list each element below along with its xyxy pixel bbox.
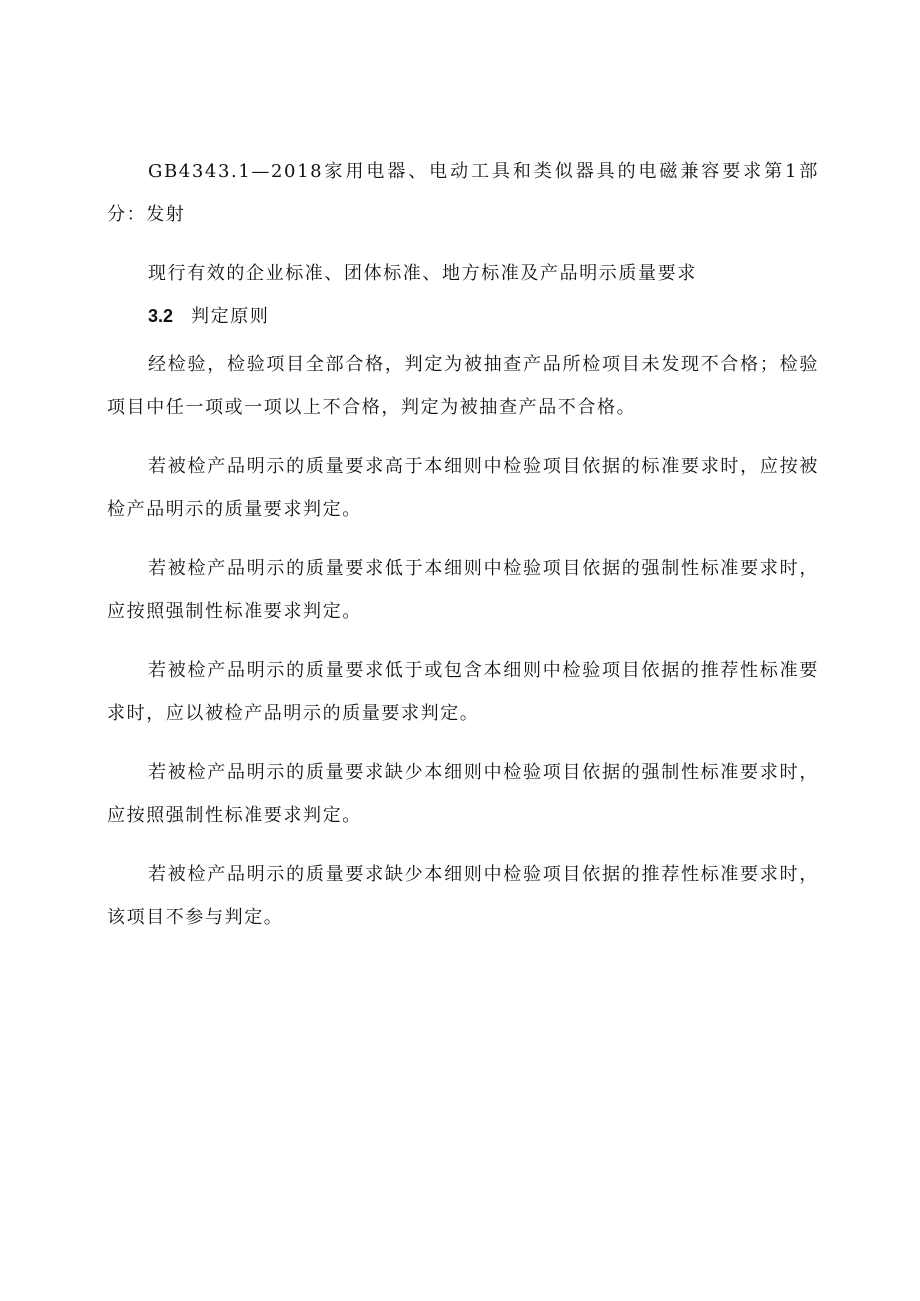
paragraph-missing-recommended: 若被检产品明示的质量要求缺少本细则中检验项目依据的推荐性标准要求时，该项目不参与判定。	[107, 864, 819, 928]
section-title: 判定原则	[191, 306, 270, 327]
paragraph-lower-recommended: 若被检产品明示的质量要求低于或包含本细则中检验项目依据的推荐性标准要求时，应以被检产品明示的质量要求判定。	[107, 660, 819, 724]
paragraph-lower-mandatory: 若被检产品明示的质量要求低于本细则中检验项目依据的强制性标准要求时，应按照强制性标准要求判定。	[107, 558, 819, 622]
section-number: 3.2	[148, 306, 174, 326]
standard-item-enterprise: 现行有效的企业标准、团体标准、地方标准及产品明示质量要求	[148, 263, 697, 284]
standard-item-gb4343: GB4343.1—2018家用电器、电动工具和类似器具的电磁兼容要求第1部分：发射	[107, 161, 819, 225]
paragraph-missing-mandatory: 若被检产品明示的质量要求缺少本细则中检验项目依据的强制性标准要求时，应按照强制性标准要求判定。	[107, 762, 819, 826]
section-heading	[107, 295, 819, 338]
document-body	[107, 150, 819, 955]
paragraph-judgment-general: 经检验，检验项目全部合格，判定为被抽查产品所检项目未发现不合格；检验项目中任一项或一项以上不合格，判定为被抽查产品不合格。	[107, 354, 819, 418]
paragraph-higher-requirement: 若被检产品明示的质量要求高于本细则中检验项目依据的标准要求时，应按被检产品明示的质量要求判定。	[107, 456, 819, 520]
